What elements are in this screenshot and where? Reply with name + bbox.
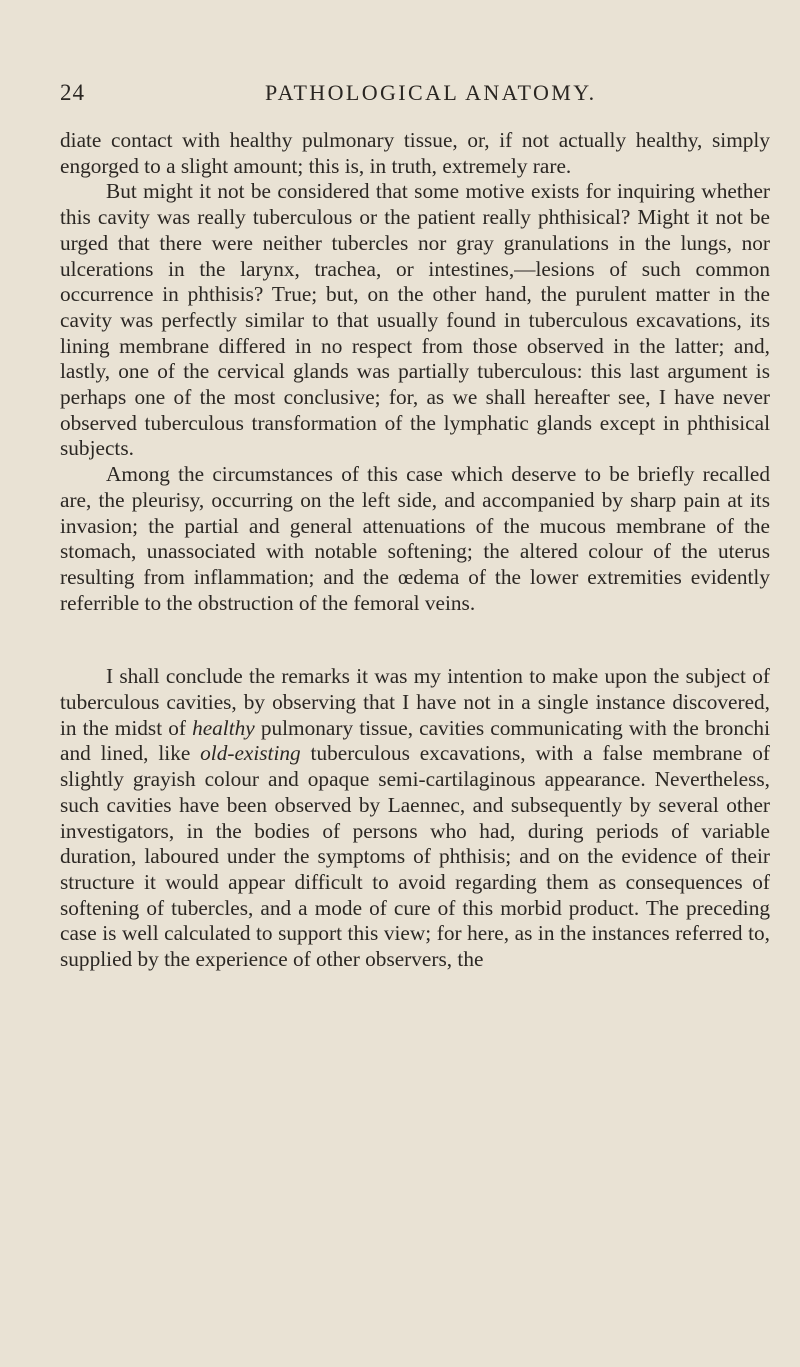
page-header (60, 80, 770, 116)
paragraph-4-text-b: pulmonary tissue, cavities communicating with the bronchi and lined, like (60, 715, 770, 766)
paragraph-4-italic-old-existing: old-existing (200, 741, 301, 766)
paragraph-4-text-c: tuberculous excavations, with a false membrane of slightly grayish colour and opaque semi-cartilaginous appearance. Nevertheless, such cavities have been observed by Laennec, and subsequently by several other investigators, in the bodies of persons who had, during periods of variable duration, laboured under the symptoms of phthisis; and on the evidence of their structure it would appear difficult to avoid regarding them as consequences of softening of tubercles, and a mode of cure of this morbid product. The preceding case is well calculated to support this view; for here, as in the instances referred to, supplied by the experience of other observers, the (60, 741, 770, 972)
paragraph-3: Among the circumstances of this case which deserve to be briefly recalled are, the pleurisy, occurring on the left side, and accompanied by sharp pain at its invasion; the partial and general attenuations of the mucous membrane of the stomach, unassociated with notable softening; the altered colour of the uterus resulting from inflammation; and the œdema of the lower extremities evidently referrible to the obstruction of the femoral veins. (60, 462, 770, 615)
paragraph-1: diate contact with healthy pulmonary tissue, or, if not actually healthy, simply engorged to a slight amount; this is, in truth, extremely rare. (60, 128, 770, 178)
page-number: 24 (60, 80, 85, 105)
paragraph-2: But might it not be considered that some motive exists for inquiring whether this cavity was really tuberculous or the patient really phthisical? Might it not be urged that there were neither tubercles nor gray granulations in the lungs, nor ulcerations in the larynx, trachea, or intestines,—lesions of such common occurrence in phthisis? True; but, on the other hand, the purulent matter in the cavity was perfectly similar to that usually found in tuberculous excavations, its lining membrane differed in no respect from those observed in the latter; and, lastly, one of the cervical glands was partially tuberculous: this last argument is perhaps one of the most conclusive; for, as we shall hereafter see, I have never observed tuberculous transformation of the lymphatic glands except in phthisical subjects. (60, 179, 770, 461)
running-head: PATHOLOGICAL ANATOMY. (265, 80, 597, 105)
paragraph-4-italic-healthy: healthy (192, 715, 255, 740)
paragraph-4-text-a: I shall conclude the remarks it was my intention to make upon the subject of tuberculous cavities, by observing that I have not in a single instance discovered, in the midst of (60, 664, 770, 740)
paragraph-4 (60, 664, 770, 972)
body-text (60, 128, 770, 973)
